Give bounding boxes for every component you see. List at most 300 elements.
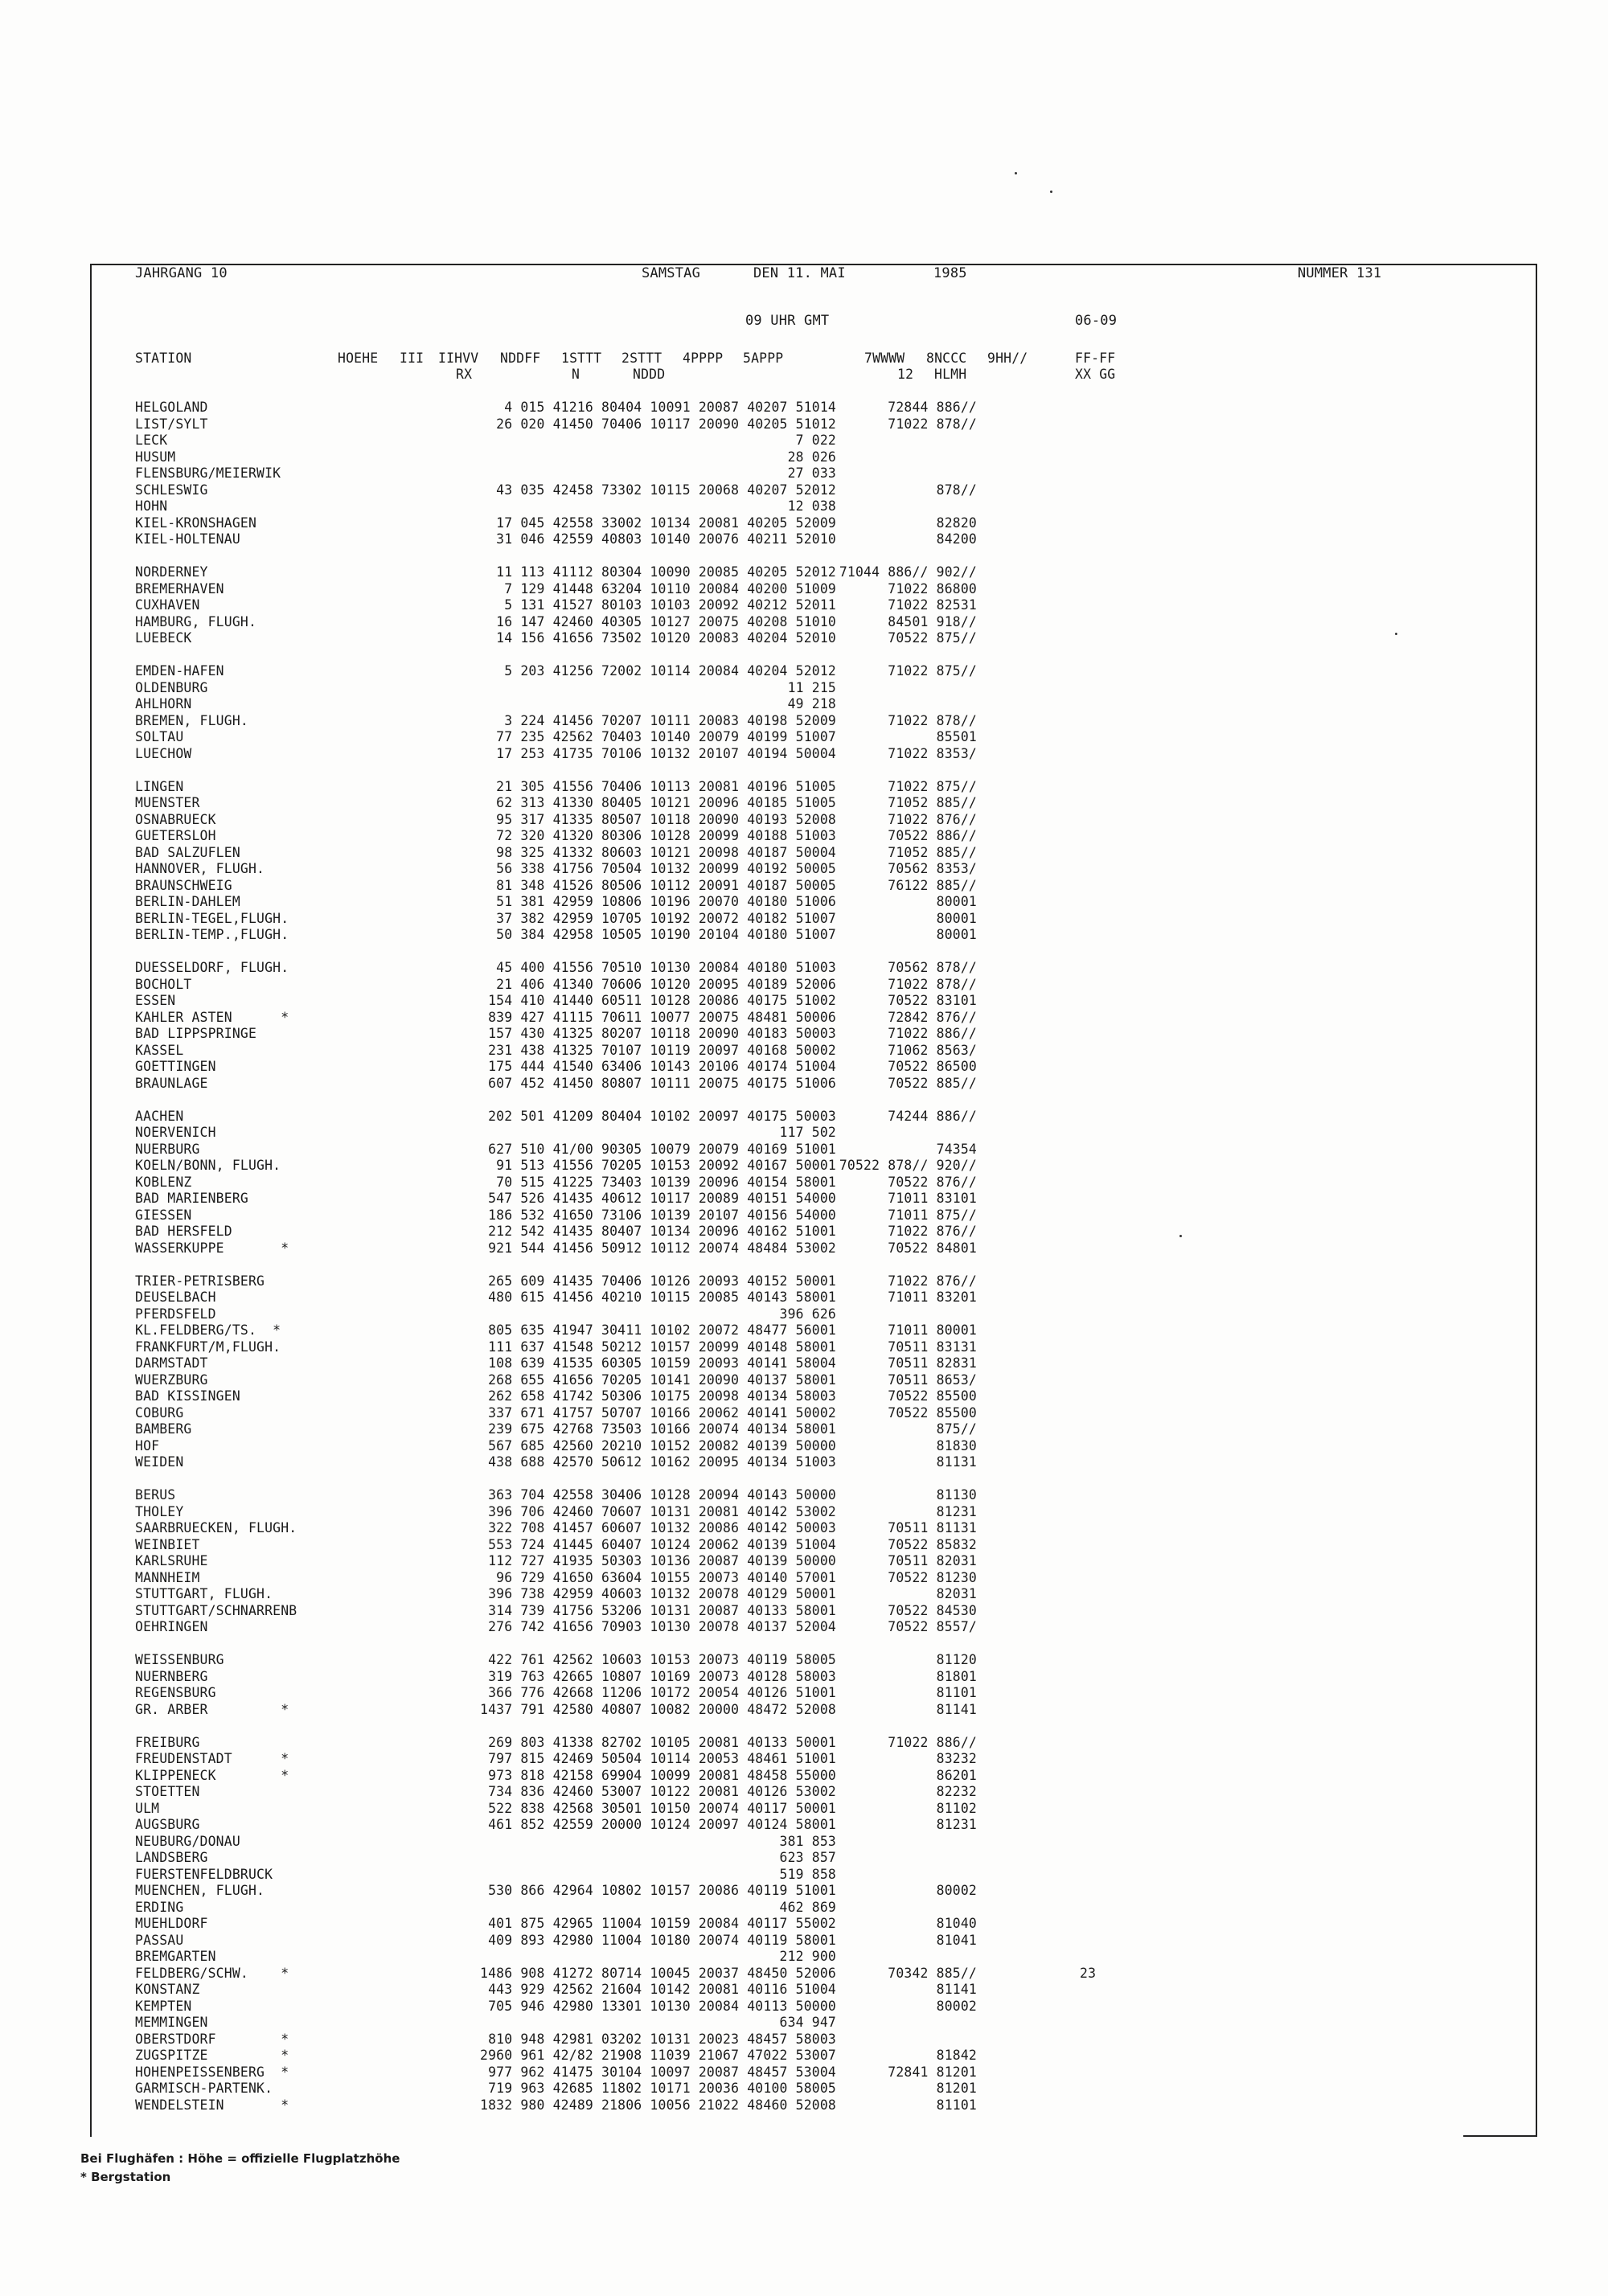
station-codes: 81231 bbox=[936, 1503, 977, 1519]
table-row bbox=[0, 1949, 1608, 1966]
station-name: KIEL-KRONSHAGEN bbox=[135, 515, 257, 531]
station-values: 607 452 41450 80807 10111 20075 40175 51006 bbox=[488, 1075, 836, 1091]
table-row bbox=[0, 1273, 1608, 1290]
station-name: ESSEN bbox=[135, 993, 176, 1008]
station-name: ZUGSPITZE * bbox=[135, 2048, 289, 2063]
volume-label: JAHRGANG 10 bbox=[135, 265, 228, 281]
station-values: 422 761 42562 10603 10153 20073 40119 58005 bbox=[488, 1652, 836, 1667]
weekday-label: SAMSTAG bbox=[642, 265, 701, 281]
station-codes: 74354 bbox=[936, 1141, 977, 1157]
issue-number: NUMMER 131 bbox=[1298, 265, 1382, 281]
station-codes: 85501 bbox=[936, 729, 977, 744]
table-row bbox=[0, 1669, 1608, 1686]
station-name: WENDELSTEIN * bbox=[135, 2097, 289, 2113]
station-name: FLENSBURG/MEIERWIK bbox=[135, 465, 281, 481]
station-values: 396 706 42460 70607 10131 20081 40142 53002 bbox=[488, 1503, 836, 1519]
station-values: 31 046 42559 40803 10140 20076 40211 52010 bbox=[496, 531, 836, 547]
table-row bbox=[0, 2015, 1608, 2032]
station-codes: 878// bbox=[936, 482, 977, 498]
station-group bbox=[0, 564, 1608, 647]
station-codes: 70522 85832 bbox=[888, 1536, 977, 1552]
station-values: 11 113 41112 80304 10090 20085 40205 52012 bbox=[496, 564, 836, 580]
table-row bbox=[0, 812, 1608, 829]
station-codes: 84200 bbox=[936, 531, 977, 547]
station-values: 49 218 bbox=[787, 696, 836, 711]
station-codes: 71022 886// bbox=[888, 1026, 977, 1041]
station-values: 91 513 41556 70205 10153 20092 40167 50001 bbox=[496, 1158, 836, 1173]
table-row bbox=[0, 729, 1608, 746]
station-values: 51 381 42959 10806 10196 20070 40180 51006 bbox=[496, 894, 836, 909]
table-row bbox=[0, 1191, 1608, 1207]
table-row bbox=[0, 1109, 1608, 1125]
col-1sttt-sub: N bbox=[572, 367, 580, 382]
station-name: HAMBURG, FLUGH. bbox=[135, 613, 257, 629]
station-extra: 23 bbox=[1080, 1965, 1097, 1981]
station-name: GUETERSLOH bbox=[135, 828, 216, 843]
station-name: AACHEN bbox=[135, 1108, 184, 1124]
table-row bbox=[0, 746, 1608, 763]
station-codes: 71022 875// bbox=[888, 663, 977, 679]
table-row bbox=[0, 1883, 1608, 1900]
station-values: 56 338 41756 70504 10132 20099 40192 50005 bbox=[496, 861, 836, 876]
station-codes: 81801 bbox=[936, 1668, 977, 1684]
station-name: HANNOVER, FLUGH. bbox=[135, 861, 265, 876]
station-values: 212 900 bbox=[779, 1949, 836, 1964]
station-name: LINGEN bbox=[135, 778, 184, 794]
table-row bbox=[0, 1982, 1608, 1999]
col-5appp: 5APPP bbox=[743, 351, 784, 366]
station-values: 7 022 bbox=[795, 433, 836, 448]
station-name: FRANKFURT/M,FLUGH. bbox=[135, 1339, 281, 1355]
station-name: KARLSRUHE bbox=[135, 1553, 208, 1568]
station-values: 16 147 42460 40305 10127 20075 40208 51010 bbox=[496, 613, 836, 629]
station-name: HOHENPEISSENBERG * bbox=[135, 2064, 289, 2080]
station-codes: 71022 878// bbox=[888, 712, 977, 728]
station-name: LIST/SYLT bbox=[135, 416, 208, 432]
station-group bbox=[0, 1273, 1608, 1471]
station-codes: 71022 82531 bbox=[888, 597, 977, 613]
station-codes: 70562 878// bbox=[888, 960, 977, 975]
table-row bbox=[0, 1405, 1608, 1422]
station-codes: 80002 bbox=[936, 1998, 977, 2014]
station-codes: 70522 8557/ bbox=[888, 1619, 977, 1634]
col-station: STATION bbox=[135, 351, 192, 366]
table-row bbox=[0, 1043, 1608, 1060]
station-name: SAARBRUECKEN, FLUGH. bbox=[135, 1520, 297, 1535]
station-group bbox=[0, 960, 1608, 1092]
station-values: 797 815 42469 50504 10114 20053 48461 51001 bbox=[488, 1751, 836, 1766]
station-values: 443 929 42562 21604 10142 20081 40116 51004 bbox=[488, 1982, 836, 1997]
table-row bbox=[0, 531, 1608, 548]
table-row bbox=[0, 878, 1608, 895]
station-values: 322 708 41457 60607 10132 20086 40142 50003 bbox=[488, 1520, 836, 1535]
station-values: 977 962 41475 30104 10097 20087 48457 53004 bbox=[488, 2064, 836, 2080]
station-name: NEUBURG/DONAU bbox=[135, 1833, 240, 1849]
station-name: THOLEY bbox=[135, 1503, 184, 1519]
station-name: WUERZBURG bbox=[135, 1371, 208, 1388]
footnote-airports: Bei Flughäfen : Höhe = offizielle Flugplatzhöhe bbox=[80, 2151, 400, 2166]
station-values: 21 406 41340 70606 10120 20095 40189 52006 bbox=[496, 976, 836, 992]
station-codes: 83232 bbox=[936, 1751, 977, 1766]
station-values: 438 688 42570 50612 10162 20095 40134 51003 bbox=[488, 1454, 836, 1470]
station-codes: 71022 878// bbox=[888, 976, 977, 992]
station-values: 5 203 41256 72002 10114 20084 40204 52012 bbox=[504, 663, 836, 679]
station-name: BRAUNSCHWEIG bbox=[135, 877, 232, 893]
station-codes: 70511 8653/ bbox=[888, 1371, 977, 1388]
table-row bbox=[0, 1372, 1608, 1389]
table-row bbox=[0, 1520, 1608, 1537]
station-name: KASSEL bbox=[135, 1042, 184, 1058]
station-group bbox=[0, 1109, 1608, 1257]
station-codes: 875// bbox=[936, 1421, 977, 1437]
station-codes: 86201 bbox=[936, 1767, 977, 1783]
station-values: 262 658 41742 50306 10175 20098 40134 58003 bbox=[488, 1388, 836, 1404]
station-codes: 81231 bbox=[936, 1817, 977, 1832]
station-name: NUERBURG bbox=[135, 1141, 200, 1157]
station-values: 26 020 41450 70406 10117 20090 40205 51012 bbox=[496, 416, 836, 432]
station-codes: 71062 8563/ bbox=[888, 1042, 977, 1058]
period-label: 06-09 bbox=[1075, 313, 1118, 329]
table-row bbox=[0, 927, 1608, 944]
table-row bbox=[0, 993, 1608, 1010]
table-row bbox=[0, 1454, 1608, 1471]
station-name: ULM bbox=[135, 1800, 160, 1816]
station-codes: 70522 85500 bbox=[888, 1404, 977, 1421]
station-values: 337 671 41757 50707 10166 20062 40141 50002 bbox=[488, 1404, 836, 1421]
table-row bbox=[0, 2032, 1608, 2048]
station-group bbox=[0, 779, 1608, 944]
table-row bbox=[0, 2097, 1608, 2114]
station-name: ERDING bbox=[135, 1899, 184, 1915]
station-name: COBURG bbox=[135, 1404, 184, 1421]
station-group bbox=[0, 1652, 1608, 1718]
station-values: 810 948 42981 03202 10131 20023 48457 58003 bbox=[488, 2031, 836, 2047]
table-row bbox=[0, 1619, 1608, 1636]
station-values: 77 235 42562 70403 10140 20079 40199 51007 bbox=[496, 729, 836, 744]
station-codes: 70511 81131 bbox=[888, 1520, 977, 1535]
station-name: OBERSTDORF * bbox=[135, 2031, 289, 2047]
station-name: AHLHORN bbox=[135, 696, 192, 711]
station-codes: 71022 875// bbox=[888, 778, 977, 794]
station-name: WEIDEN bbox=[135, 1454, 184, 1470]
station-codes: 71052 885// bbox=[888, 795, 977, 810]
station-codes: 82820 bbox=[936, 515, 977, 531]
station-name: HOHN bbox=[135, 498, 168, 514]
station-name: MUENCHEN, FLUGH. bbox=[135, 1883, 265, 1898]
station-codes: 81201 bbox=[936, 2081, 977, 2096]
table-row bbox=[0, 630, 1608, 647]
table-row bbox=[0, 795, 1608, 812]
station-name: OEHRINGEN bbox=[135, 1619, 208, 1634]
station-values: 839 427 41115 70611 10077 20075 48481 50006 bbox=[488, 1009, 836, 1025]
table-row bbox=[0, 1504, 1608, 1521]
station-name: NUERNBERG bbox=[135, 1668, 208, 1684]
table-row bbox=[0, 1652, 1608, 1669]
table-row bbox=[0, 1158, 1608, 1175]
station-values: 396 626 bbox=[779, 1306, 836, 1322]
table-row bbox=[0, 1388, 1608, 1405]
station-name: STOETTEN bbox=[135, 1784, 200, 1799]
table-row bbox=[0, 1026, 1608, 1043]
table-row bbox=[0, 1570, 1608, 1587]
col-9hh: 9HH// bbox=[987, 351, 1028, 366]
table-row bbox=[0, 1817, 1608, 1834]
table-row bbox=[0, 1306, 1608, 1323]
station-codes: 71011 875// bbox=[888, 1207, 977, 1223]
table-row bbox=[0, 960, 1608, 977]
station-name: HELGOLAND bbox=[135, 400, 208, 415]
station-group bbox=[0, 1735, 1608, 2114]
station-group bbox=[0, 663, 1608, 762]
station-name: BERUS bbox=[135, 1487, 176, 1503]
table-row bbox=[0, 597, 1608, 614]
station-values: 96 729 41650 63604 10155 20073 40140 57001 bbox=[496, 1569, 836, 1585]
table-row bbox=[0, 515, 1608, 532]
table-row bbox=[0, 465, 1608, 482]
station-values: 734 836 42460 53007 10122 20081 40126 53002 bbox=[488, 1784, 836, 1799]
station-values: 50 384 42958 10505 10190 20104 40180 51007 bbox=[496, 927, 836, 942]
col-ff: FF-FF bbox=[1075, 351, 1116, 366]
station-codes: 71052 885// bbox=[888, 844, 977, 860]
station-codes: 80001 bbox=[936, 927, 977, 942]
table-row bbox=[0, 1076, 1608, 1093]
scan-speck bbox=[1015, 172, 1017, 174]
station-codes: 70522 86500 bbox=[888, 1059, 977, 1074]
year-label: 1985 bbox=[933, 265, 967, 281]
station-values: 43 035 42458 73302 10115 20068 40207 52012 bbox=[496, 482, 836, 498]
station-name: AUGSBURG bbox=[135, 1817, 200, 1832]
table-row bbox=[0, 1603, 1608, 1620]
station-values: 396 738 42959 40603 10132 20078 40129 50001 bbox=[488, 1586, 836, 1601]
station-values: 623 857 bbox=[779, 1850, 836, 1865]
station-values: 70 515 41225 73403 10139 20096 40154 58001 bbox=[496, 1174, 836, 1190]
table-row bbox=[0, 1751, 1608, 1768]
table-row bbox=[0, 1207, 1608, 1224]
station-name: FREIBURG bbox=[135, 1734, 200, 1750]
station-name: NOERVENICH bbox=[135, 1125, 216, 1140]
table-row bbox=[0, 696, 1608, 713]
bottom-rule bbox=[1463, 2135, 1537, 2137]
station-table bbox=[0, 400, 1608, 2130]
station-group bbox=[0, 400, 1608, 548]
station-name: WASSERKUPPE * bbox=[135, 1240, 289, 1256]
station-values: 95 317 41335 80507 10118 20090 40193 52008 bbox=[496, 811, 836, 827]
station-name: FUERSTENFELDBRUCK bbox=[135, 1866, 273, 1882]
station-codes: 70522 84530 bbox=[888, 1602, 977, 1618]
station-values: 363 704 42558 30406 10128 20094 40143 50000 bbox=[488, 1487, 836, 1503]
table-row bbox=[0, 1850, 1608, 1867]
station-codes: 70522 84801 bbox=[888, 1240, 977, 1256]
station-codes: 71011 80001 bbox=[888, 1322, 977, 1338]
station-name: BREMEN, FLUGH. bbox=[135, 712, 248, 728]
station-values: 366 776 42668 11206 10172 20054 40126 51001 bbox=[488, 1685, 836, 1700]
station-codes: 81130 bbox=[936, 1487, 977, 1503]
station-values: 480 615 41456 40210 10115 20085 40143 58001 bbox=[488, 1289, 836, 1305]
station-name: BERLIN-TEMP.,FLUGH. bbox=[135, 927, 289, 942]
station-name: BRAUNLAGE bbox=[135, 1075, 208, 1091]
station-values: 202 501 41209 80404 10102 20097 40175 50003 bbox=[488, 1108, 836, 1124]
station-codes: 80001 bbox=[936, 894, 977, 909]
station-codes: 81131 bbox=[936, 1454, 977, 1470]
station-values: 314 739 41756 53206 10131 20087 40133 58001 bbox=[488, 1602, 836, 1618]
station-group bbox=[0, 1487, 1608, 1636]
station-values: 7 129 41448 63204 10110 20084 40200 51009 bbox=[504, 580, 836, 597]
table-row bbox=[0, 1900, 1608, 1917]
station-name: CUXHAVEN bbox=[135, 597, 200, 613]
station-name: BAD MARIENBERG bbox=[135, 1191, 248, 1206]
station-name: MUENSTER bbox=[135, 795, 200, 810]
col-8nccc: 8NCCC bbox=[926, 351, 967, 366]
station-values: 1486 908 41272 80714 10045 20037 48450 52006 bbox=[480, 1965, 836, 1981]
table-row bbox=[0, 1537, 1608, 1554]
station-codes: 71022 8353/ bbox=[888, 745, 977, 761]
table-row bbox=[0, 1933, 1608, 1950]
station-codes: 84501 918// bbox=[888, 613, 977, 629]
station-values: 547 526 41435 40612 10117 20089 40151 54000 bbox=[488, 1191, 836, 1206]
station-codes: 81041 bbox=[936, 1932, 977, 1948]
footnote-mountain-station: * Bergstation bbox=[80, 2170, 171, 2184]
station-name: LUECHOW bbox=[135, 745, 192, 761]
station-values: 231 438 41325 70107 10119 20097 40168 50002 bbox=[488, 1042, 836, 1058]
station-values: 409 893 42980 11004 10180 20074 40119 58001 bbox=[488, 1932, 836, 1948]
station-name: NORDERNEY bbox=[135, 564, 208, 580]
station-values: 111 637 41548 50212 10157 20099 40148 58001 bbox=[488, 1339, 836, 1355]
station-codes: 81101 bbox=[936, 2097, 977, 2113]
station-values: 519 858 bbox=[779, 1866, 836, 1882]
station-codes: 70522 878// 920// bbox=[839, 1158, 977, 1173]
table-row bbox=[0, 498, 1608, 515]
table-row bbox=[0, 614, 1608, 631]
station-values: 112 727 41935 50303 10136 20087 40139 50000 bbox=[488, 1553, 836, 1568]
scan-speck bbox=[1050, 191, 1052, 193]
station-values: 567 685 42560 20210 10152 20082 40139 50000 bbox=[488, 1437, 836, 1453]
table-row bbox=[0, 680, 1608, 697]
station-name: FELDBERG/SCHW. * bbox=[135, 1965, 289, 1981]
col-iihvv-sub: RX bbox=[456, 367, 473, 382]
station-name: BAMBERG bbox=[135, 1421, 192, 1437]
station-values: 5 131 41527 80103 10103 20092 40212 52011 bbox=[504, 597, 836, 613]
station-codes: 70511 82031 bbox=[888, 1553, 977, 1568]
table-row bbox=[0, 861, 1608, 878]
table-row bbox=[0, 1768, 1608, 1785]
station-codes: 71022 86800 bbox=[888, 580, 977, 597]
table-row bbox=[0, 1421, 1608, 1438]
station-name: OLDENBURG bbox=[135, 679, 208, 695]
station-name: SOLTAU bbox=[135, 729, 184, 744]
station-name: KOBLENZ bbox=[135, 1174, 192, 1190]
station-values: 805 635 41947 30411 10102 20072 48477 56001 bbox=[488, 1322, 836, 1338]
table-row bbox=[0, 1735, 1608, 1752]
col-ff-sub: XX GG bbox=[1075, 367, 1116, 382]
station-codes: 82232 bbox=[936, 1784, 977, 1799]
table-row bbox=[0, 1355, 1608, 1372]
station-values: 627 510 41/00 90305 10079 20079 40169 51001 bbox=[488, 1141, 836, 1157]
col-4pppp: 4PPPP bbox=[683, 351, 724, 366]
station-codes: 72842 876// bbox=[888, 1009, 977, 1025]
station-name: BAD HERSFELD bbox=[135, 1224, 232, 1239]
station-codes: 81040 bbox=[936, 1916, 977, 1931]
table-row bbox=[0, 1289, 1608, 1306]
station-values: 17 045 42558 33002 10134 20081 40205 52009 bbox=[496, 515, 836, 531]
station-values: 27 033 bbox=[787, 465, 836, 481]
station-values: 12 038 bbox=[787, 498, 836, 514]
col-1sttt: 1STTT bbox=[561, 351, 602, 366]
station-name: KEMPTEN bbox=[135, 1998, 192, 2014]
station-codes: 71022 886// bbox=[888, 1734, 977, 1750]
table-row bbox=[0, 1834, 1608, 1851]
table-row bbox=[0, 1553, 1608, 1570]
table-row bbox=[0, 779, 1608, 796]
station-values: 175 444 41540 63406 10143 20106 40174 51004 bbox=[488, 1059, 836, 1074]
station-codes: 81102 bbox=[936, 1800, 977, 1816]
table-row bbox=[0, 1867, 1608, 1884]
station-codes: 70522 85500 bbox=[888, 1388, 977, 1404]
station-name: BERLIN-TEGEL,FLUGH. bbox=[135, 910, 289, 926]
station-name: DARMSTADT bbox=[135, 1355, 208, 1371]
station-values: 276 742 41656 70903 10130 20078 40137 52004 bbox=[488, 1619, 836, 1634]
table-row bbox=[0, 1240, 1608, 1257]
table-row bbox=[0, 1125, 1608, 1142]
station-values: 72 320 41320 80306 10128 20099 40188 51003 bbox=[496, 828, 836, 843]
date-label: DEN 11. MAI bbox=[753, 265, 846, 281]
station-codes: 80002 bbox=[936, 1883, 977, 1898]
station-name: HOF bbox=[135, 1437, 160, 1453]
col-7wwww-sub: 12 bbox=[897, 367, 914, 382]
station-values: 719 963 42685 11802 10171 20036 40100 58005 bbox=[488, 2081, 836, 2096]
station-values: 17 253 41735 70106 10132 20107 40194 50004 bbox=[496, 745, 836, 761]
station-name: BAD SALZUFLEN bbox=[135, 844, 240, 860]
station-name: WEISSENBURG bbox=[135, 1652, 224, 1667]
station-values: 239 675 42768 73503 10166 20074 40134 58001 bbox=[488, 1421, 836, 1437]
table-row bbox=[0, 828, 1608, 845]
station-name: KONSTANZ bbox=[135, 1982, 200, 1997]
station-values: 81 348 41526 80506 10112 20091 40187 50005 bbox=[496, 877, 836, 893]
station-name: DUESSELDORF, FLUGH. bbox=[135, 960, 289, 975]
station-values: 212 542 41435 80407 10134 20096 40162 51001 bbox=[488, 1224, 836, 1239]
station-codes: 74244 886// bbox=[888, 1108, 977, 1124]
table-row bbox=[0, 2081, 1608, 2097]
station-name: BAD LIPPSPRINGE bbox=[135, 1026, 257, 1041]
station-codes: 70522 886// bbox=[888, 828, 977, 843]
table-row bbox=[0, 1142, 1608, 1158]
station-name: GARMISCH-PARTENK. bbox=[135, 2081, 273, 2096]
station-values: 268 655 41656 70205 10141 20090 40137 58001 bbox=[488, 1371, 836, 1388]
station-codes: 82031 bbox=[936, 1586, 977, 1601]
station-values: 98 325 41332 80603 10121 20098 40187 50004 bbox=[496, 844, 836, 860]
station-name: LECK bbox=[135, 433, 168, 448]
station-values: 62 313 41330 80405 10121 20096 40185 51005 bbox=[496, 795, 836, 810]
table-row bbox=[0, 564, 1608, 581]
station-codes: 71044 886// 902// bbox=[839, 564, 977, 580]
table-row bbox=[0, 2064, 1608, 2081]
station-codes: 72841 81201 bbox=[888, 2064, 977, 2080]
station-values: 461 852 42559 20000 10124 20097 40124 58001 bbox=[488, 1817, 836, 1832]
table-row bbox=[0, 1801, 1608, 1818]
station-codes: 71011 83101 bbox=[888, 1191, 977, 1206]
table-row bbox=[0, 416, 1608, 433]
station-name: BAD KISSINGEN bbox=[135, 1388, 240, 1404]
station-name: WEINBIET bbox=[135, 1536, 200, 1552]
station-codes: 80001 bbox=[936, 910, 977, 926]
station-codes: 72844 886// bbox=[888, 400, 977, 415]
station-name: EMDEN-HAFEN bbox=[135, 663, 224, 679]
station-values: 108 639 41535 60305 10159 20093 40141 58004 bbox=[488, 1355, 836, 1371]
col-2sttt-sub: NDDD bbox=[633, 367, 666, 382]
station-name: HUSUM bbox=[135, 449, 176, 465]
station-values: 11 215 bbox=[787, 679, 836, 695]
station-codes: 81120 bbox=[936, 1652, 977, 1667]
station-name: LUEBECK bbox=[135, 630, 192, 646]
